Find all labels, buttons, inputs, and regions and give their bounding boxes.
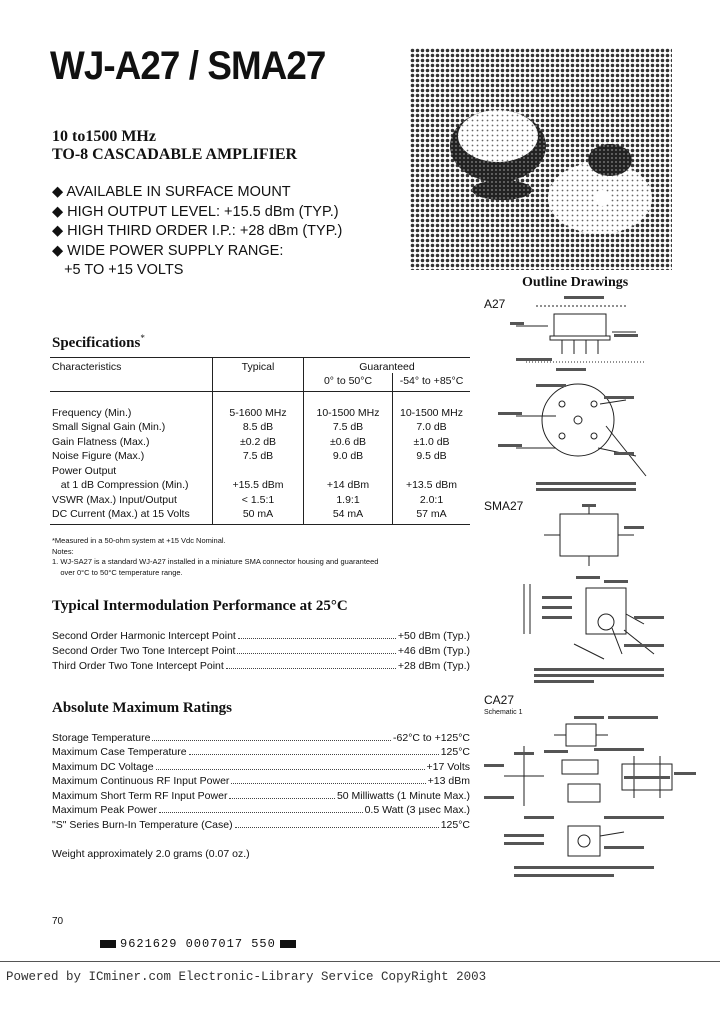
intermod-label: Third Order Two Tone Intercept Point [52,660,224,672]
intermod-row [52,630,470,642]
abs-max-value: 125°C [440,819,470,831]
note-line: over 0°C to 50°C temperature range. [52,567,183,577]
intermod-value: +46 dBm (Typ.) [397,645,470,657]
table-row [50,404,470,419]
feature-item: ◆ HIGH THIRD ORDER I.P.: +28 dBm (TYP.) [52,223,343,239]
intermod-value: +28 dBm (Typ.) [397,660,470,672]
row-guaranteed-2: 2.0:1 [419,493,444,506]
row-typical: 7.5 dB [213,448,304,463]
abs-max-row [52,804,470,816]
header-range-1: 0° to 50°C [304,373,393,392]
abs-max-label: "S" Series Burn-In Temperature (Case) [52,819,233,831]
outline-label-ca27: CA27 [484,693,515,707]
outline-heading: Outline Drawings [522,275,629,290]
row-name: VSWR (Max.) Input/Output [50,491,213,506]
barcode [96,937,300,951]
abs-max-heading: Absolute Maximum Ratings [52,700,233,716]
abs-max-row [52,746,470,758]
intermod-value: +50 dBm (Typ.) [397,630,470,642]
table-header-row [50,358,470,373]
header-guaranteed: Guaranteed [304,358,471,373]
row-name: DC Current (Max.) at 15 Volts [50,506,213,525]
row-name: Noise Figure (Max.) [50,448,213,463]
feature-item: ◆ HIGH OUTPUT LEVEL: +15.5 dBm (TYP.) [52,203,339,220]
row-guaranteed-1: 9.0 dB [304,448,393,463]
spec-notes [52,536,378,578]
abs-max-value: 125°C [440,746,470,758]
barcode-block [100,940,116,948]
weight-note: Weight approximately 2.0 grams (0.07 oz.) [52,848,250,860]
abs-max-value: -62°C to +125°C [393,732,470,744]
note-line: Notes: [52,546,74,556]
row-name: Small Signal Gain (Min.) [50,419,213,434]
header-characteristics: Characteristics [50,358,213,373]
row-guaranteed-2: 10-1500 MHz [399,406,464,419]
row-typical: 8.5 dB [213,419,304,434]
row-typical: < 1.5:1 [213,491,304,506]
feature-item: ◆ AVAILABLE IN SURFACE MOUNT [52,184,291,200]
barcode-text: 9621629 0007017 550 [120,937,276,951]
abs-max-row [52,761,470,773]
row-guaranteed-1: 54 mA [304,506,393,525]
row-typical: 5-1600 MHz [213,404,304,419]
row-guaranteed-2: ±1.0 dB [413,435,450,448]
row-typical: ±0.2 dB [213,433,304,448]
intermod-label: Second Order Two Tone Intercept Point [52,645,236,657]
row-name: Frequency (Min.) [50,404,213,419]
note-line: 1. WJ-SA27 is a standard WJ-A27 installed in a miniature SMA connector housing and guaranteed [52,557,379,566]
abs-max-value: +13 dBm [427,775,470,787]
row-guaranteed-2: +13.5 dBm [405,479,458,491]
table-row [50,491,470,506]
table-row [50,433,470,448]
abs-max-value: 0.5 Watt (3 µsec Max.) [364,804,470,816]
frequency-range: 10 to1500 MHz [52,128,156,145]
barcode-block [280,940,296,948]
row-name: at 1 dB Compression (Min.) [50,477,213,492]
intermod-label: Second Order Harmonic Intercept Point [52,630,236,642]
table-header-row [50,373,470,392]
row-guaranteed-1: ±0.6 dB [304,433,393,448]
specifications-heading [52,333,145,352]
row-guaranteed-1: 7.5 dB [304,419,393,434]
table-row [50,419,470,434]
row-name: Power Output [50,462,213,477]
product-photo [410,48,672,270]
abs-max-row [52,732,470,744]
abs-max-label: Maximum Continuous RF Input Power [52,775,230,787]
abs-max-value: +17 Volts [426,761,470,773]
feature-item: +5 TO +15 VOLTS [52,262,184,278]
sma27-outline-drawing [504,504,700,694]
row-guaranteed-1 [304,462,393,477]
page-number: 70 [52,916,64,927]
table-row [50,477,470,492]
abs-max-value: 50 Milliwatts (1 Minute Max.) [336,790,470,802]
abs-max-label: Storage Temperature [52,732,151,744]
note-line: *Measured in a 50-ohm system at +15 Vdc Nominal. [52,536,226,545]
product-subtitle: TO-8 CASCADABLE AMPLIFIER [52,146,298,163]
table-row [50,506,470,525]
footer-credit: Powered by ICminer.com Electronic-Library Service CopyRight 2003 [6,970,487,984]
row-guaranteed-2: 7.0 dB [416,421,447,433]
a27-outline-drawing [496,296,696,496]
feature-list [52,183,342,281]
table-row [50,462,470,477]
outline-label-schematic: Schematic 1 [484,709,523,716]
page-title: WJ-A27 / SMA27 [50,44,326,88]
header-typical: Typical [213,358,304,373]
specifications-heading-mark: * [140,333,145,343]
abs-max-label: Maximum Peak Power [52,804,158,816]
intermod-row [52,660,470,672]
row-guaranteed-2 [393,462,471,477]
row-typical [213,462,304,477]
header-range-2: -54° to +85°C [393,373,471,392]
abs-max-label: Maximum DC Voltage [52,761,154,773]
row-typical: +15.5 dBm [213,477,304,492]
row-guaranteed-2: 9.5 dB [416,450,447,462]
footer-divider [0,961,720,962]
row-guaranteed-1: 1.9:1 [304,491,393,506]
intermod-heading: Typical Intermodulation Performance at 25°C [52,598,348,614]
row-name: Gain Flatness (Max.) [50,433,213,448]
table-row [50,448,470,463]
abs-max-label: Maximum Case Temperature [52,746,187,758]
row-guaranteed-1: 10-1500 MHz [304,404,393,419]
intermod-row [52,645,470,657]
specifications-heading-text: Specifications [52,335,141,351]
outline-label-sma27: SMA27 [484,499,524,513]
feature-item: ◆ WIDE POWER SUPPLY RANGE: [52,242,284,259]
row-guaranteed-2: 57 mA [393,506,471,525]
outline-label-a27: A27 [484,297,506,311]
abs-max-row [52,790,470,802]
abs-max-label: Maximum Short Term RF Input Power [52,790,228,802]
abs-max-row [52,775,470,787]
abs-max-row [52,819,470,831]
ca27-outline-drawing [484,716,698,892]
specifications-table [50,357,470,525]
row-guaranteed-1: +14 dBm [304,477,393,492]
row-typical: 50 mA [213,506,304,525]
